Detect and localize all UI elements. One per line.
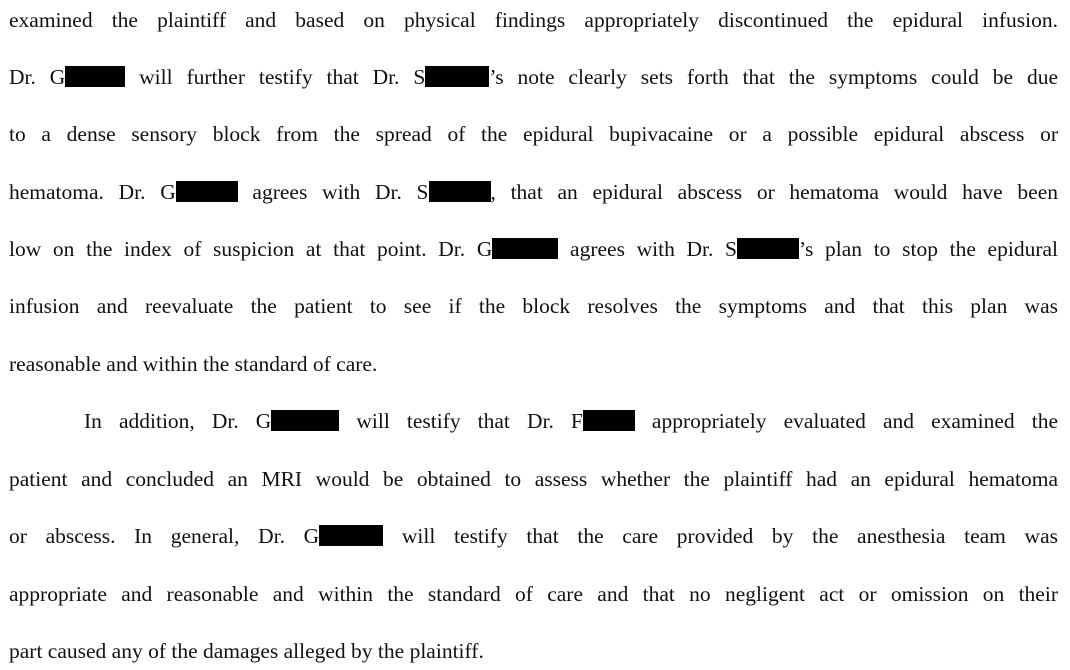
text-line-1	[9, 4, 1058, 36]
text-segment: will testify that Dr. F	[339, 409, 583, 433]
redaction-block	[737, 238, 799, 259]
text-segment: ’s plan to stop the epidural	[799, 237, 1058, 261]
text-line-2	[9, 61, 1058, 93]
text-segment: patient and concluded an MRI would be obtained to assess whether the plaintiff had an epidural hematoma	[9, 467, 1058, 491]
redaction-block	[65, 66, 125, 87]
redaction-block	[492, 238, 558, 259]
text-segment: Dr. G	[9, 65, 66, 89]
text-segment: appropriate and reasonable and within the standard of care and that no negligent act or omission on their	[9, 582, 1058, 606]
text-segment: infusion and reevaluate the patient to see if the block resolves the symptoms and that this plan was	[9, 294, 1058, 318]
text-segment: to a dense sensory block from the spread of the epidural bupivacaine or a possible epidural abscess or	[9, 122, 1058, 146]
text-segment: part caused any of the damages alleged by the plaintiff.	[9, 639, 484, 663]
redaction-block	[583, 410, 635, 431]
text-line-5	[9, 233, 1058, 265]
redaction-block	[271, 410, 339, 431]
text-segment: will further testify that Dr. S	[125, 65, 426, 89]
text-line-8	[84, 405, 1058, 437]
redaction-block	[425, 66, 489, 87]
text-segment: , that an epidural abscess or hematoma would have been	[490, 180, 1058, 204]
text-line-10	[9, 520, 1058, 552]
text-line-4	[9, 176, 1058, 208]
text-segment: or abscess. In general, Dr. G	[9, 524, 320, 548]
text-line-7	[9, 348, 1058, 380]
text-segment: ’s note clearly sets forth that the symptoms could be due	[489, 65, 1058, 89]
text-line-6	[9, 290, 1058, 322]
text-segment: low on the index of suspicion at that point. Dr. G	[9, 237, 493, 261]
text-segment: will testify that the care provided by the anesthesia team was	[383, 524, 1058, 548]
text-segment: appropriately evaluated and examined the	[634, 409, 1058, 433]
text-line-11	[9, 578, 1058, 610]
text-segment: agrees with Dr. S	[237, 180, 429, 204]
text-line-12	[9, 635, 1058, 667]
text-segment: In addition, Dr. G	[84, 409, 272, 433]
text-line-3	[9, 118, 1058, 150]
text-segment: hematoma. Dr. G	[9, 180, 176, 204]
text-line-9	[9, 463, 1058, 495]
text-segment: reasonable and within the standard of care.	[9, 352, 378, 376]
redaction-block	[176, 181, 238, 202]
redaction-block	[429, 181, 491, 202]
redaction-block	[319, 525, 383, 546]
text-segment: examined the plaintiff and based on physical findings appropriately discontinued the epidural infusion.	[9, 8, 1058, 32]
text-segment: agrees with Dr. S	[558, 237, 738, 261]
